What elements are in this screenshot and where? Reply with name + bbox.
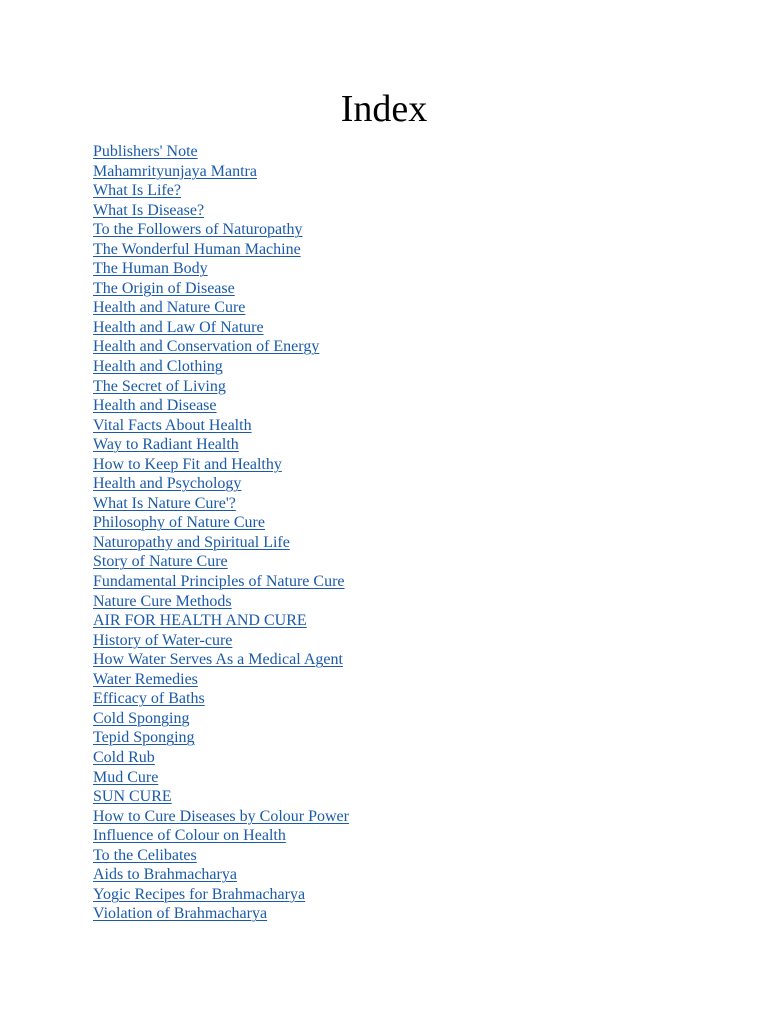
- index-entry: [93, 826, 349, 846]
- index-entry: [93, 865, 349, 885]
- index-entry: [93, 552, 349, 572]
- index-entry: [93, 572, 349, 592]
- index-entry-link[interactable]: What Is Disease?: [93, 201, 205, 219]
- index-entry-link[interactable]: Health and Disease: [93, 397, 217, 415]
- index-entry-link[interactable]: The Origin of Disease: [93, 279, 235, 297]
- index-entry: [93, 435, 349, 455]
- index-entry: [93, 142, 349, 162]
- index-entry: [93, 650, 349, 670]
- index-entry-link[interactable]: SUN CURE: [93, 788, 172, 806]
- page-title: Index: [340, 88, 428, 130]
- index-entry: [93, 279, 349, 299]
- index-entry: [93, 455, 349, 475]
- index-entry: [93, 513, 349, 533]
- index-entry-link[interactable]: Health and Law Of Nature: [93, 318, 264, 336]
- index-entry: [93, 416, 349, 436]
- index-entry: [93, 259, 349, 279]
- index-entry-link[interactable]: To the Followers of Naturopathy: [93, 221, 303, 239]
- index-entry-link[interactable]: Way to Radiant Health: [93, 436, 239, 454]
- index-entry: [93, 611, 349, 631]
- index-entry-link[interactable]: Naturopathy and Spiritual Life: [93, 533, 290, 551]
- index-entry: [93, 240, 349, 260]
- index-entry: [93, 807, 349, 827]
- index-entry-link[interactable]: Vital Facts About Health: [93, 416, 252, 434]
- index-entry: [93, 337, 349, 357]
- index-entry: [93, 885, 349, 905]
- index-entry: [93, 592, 349, 612]
- index-entry-link[interactable]: The Human Body: [93, 260, 208, 278]
- index-entry-link[interactable]: Violation of Brahmacharya: [93, 905, 268, 923]
- index-entry-link[interactable]: To the Celibates: [93, 846, 197, 864]
- index-entry-link[interactable]: What Is Life?: [93, 182, 181, 200]
- index-entry: [93, 396, 349, 416]
- index-entry-link[interactable]: Efficacy of Baths: [93, 690, 205, 708]
- index-entry-link[interactable]: Health and Clothing: [93, 358, 223, 376]
- index-entry: [93, 220, 349, 240]
- index-entry-link[interactable]: Fundamental Principles of Nature Cure: [93, 573, 345, 591]
- index-entry-link[interactable]: Nature Cure Methods: [93, 592, 232, 610]
- index-entry: [93, 787, 349, 807]
- index-entry-link[interactable]: Philosophy of Nature Cure: [93, 514, 265, 532]
- index-entry: [93, 318, 349, 338]
- index-entry-link[interactable]: Mud Cure: [93, 768, 159, 786]
- index-entry-link[interactable]: How Water Serves As a Medical Agent: [93, 651, 343, 669]
- index-entry: [93, 377, 349, 397]
- index-entry-link[interactable]: Influence of Colour on Health: [93, 827, 286, 845]
- index-entry: [93, 533, 349, 553]
- index-entry-link[interactable]: Water Remedies: [93, 670, 198, 688]
- index-entry: [93, 494, 349, 514]
- index-entry-link[interactable]: AIR FOR HEALTH AND CURE: [93, 612, 307, 630]
- index-entry-link[interactable]: Cold Sponging: [93, 709, 190, 727]
- index-entry: [93, 181, 349, 201]
- index-entry-link[interactable]: Tepid Sponging: [93, 729, 195, 747]
- index-entry: [93, 357, 349, 377]
- index-entry-link[interactable]: How to Keep Fit and Healthy: [93, 455, 282, 473]
- index-entry-link[interactable]: Aids to Brahmacharya: [93, 866, 237, 884]
- index-entry-link[interactable]: Publishers' Note: [93, 143, 198, 160]
- index-entry-link[interactable]: Mahamrityunjaya Mantra: [93, 162, 257, 180]
- index-entry-link[interactable]: Health and Psychology: [93, 475, 242, 493]
- index-entry-link[interactable]: Yogic Recipes for Brahmacharya: [93, 885, 306, 903]
- index-entry-link[interactable]: Cold Rub: [93, 748, 155, 766]
- index-entry: [93, 670, 349, 690]
- index-entry: [93, 709, 349, 729]
- index-entry-link[interactable]: History of Water-cure: [93, 631, 233, 649]
- index-entry-link[interactable]: Health and Conservation of Energy: [93, 338, 320, 356]
- index-entry-link[interactable]: What Is Nature Cure'?: [93, 494, 236, 512]
- index-entry: [93, 631, 349, 651]
- index-entry: [93, 474, 349, 494]
- index-entry: [93, 162, 349, 182]
- index-entry: [93, 201, 349, 221]
- index-entry: [93, 768, 349, 788]
- index-entry-link[interactable]: The Wonderful Human Machine: [93, 240, 301, 258]
- index-entry-link[interactable]: How to Cure Diseases by Colour Power: [93, 807, 349, 825]
- index-entry: [93, 904, 349, 924]
- index-entry-link[interactable]: Story of Nature Cure: [93, 553, 228, 571]
- index-entry: [93, 748, 349, 768]
- index-entry-link[interactable]: Health and Nature Cure: [93, 299, 246, 317]
- index-entry: [93, 689, 349, 709]
- index-list: [93, 142, 349, 924]
- index-entry: [93, 846, 349, 866]
- index-entry: [93, 728, 349, 748]
- index-entry: [93, 298, 349, 318]
- index-entry-link[interactable]: The Secret of Living: [93, 377, 226, 395]
